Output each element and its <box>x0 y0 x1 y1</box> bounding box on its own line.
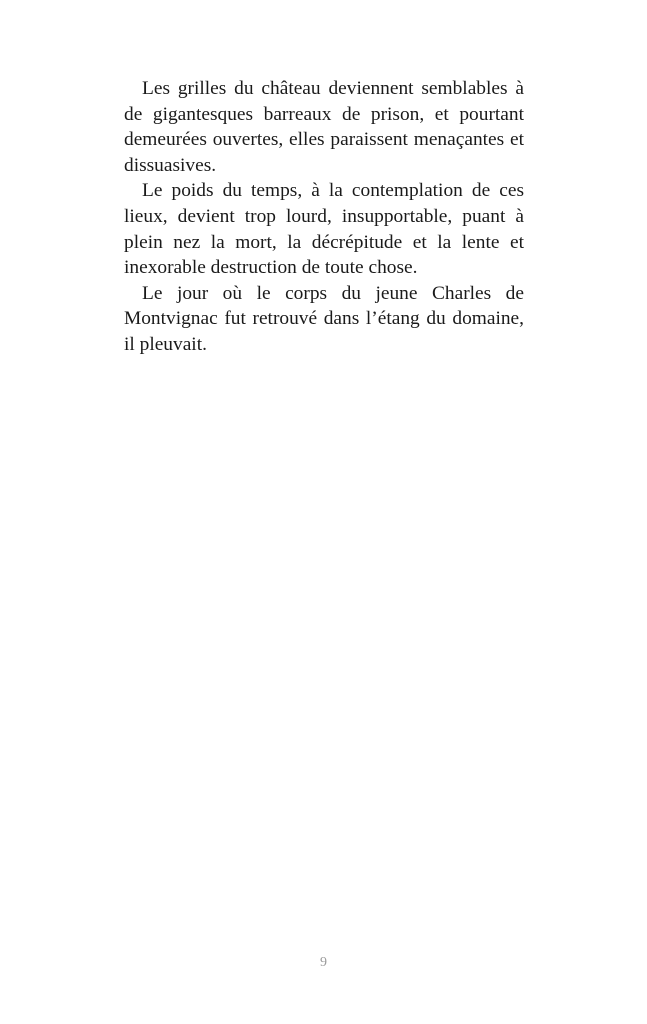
page-number: 9 <box>320 955 327 970</box>
paragraph-3: Le jour où le corps du jeune Charles de Montvignac fut retrouvé dans l’étang du domaine, il pleuvait. <box>124 282 524 355</box>
paragraph-1: Les grilles du château deviennent semblables à de gigantesques barreaux de prison, et pourtant demeurées ouvertes, elles paraissent menaçantes et dissuasives. <box>124 78 524 176</box>
body-text <box>124 76 524 358</box>
paragraph-2: Le poids du temps, à la contemplation de ces lieux, devient trop lourd, insupportable, puant à plein nez la mort, la décrépitude et la lente et inexorable destruction de toute chose. <box>124 180 524 279</box>
